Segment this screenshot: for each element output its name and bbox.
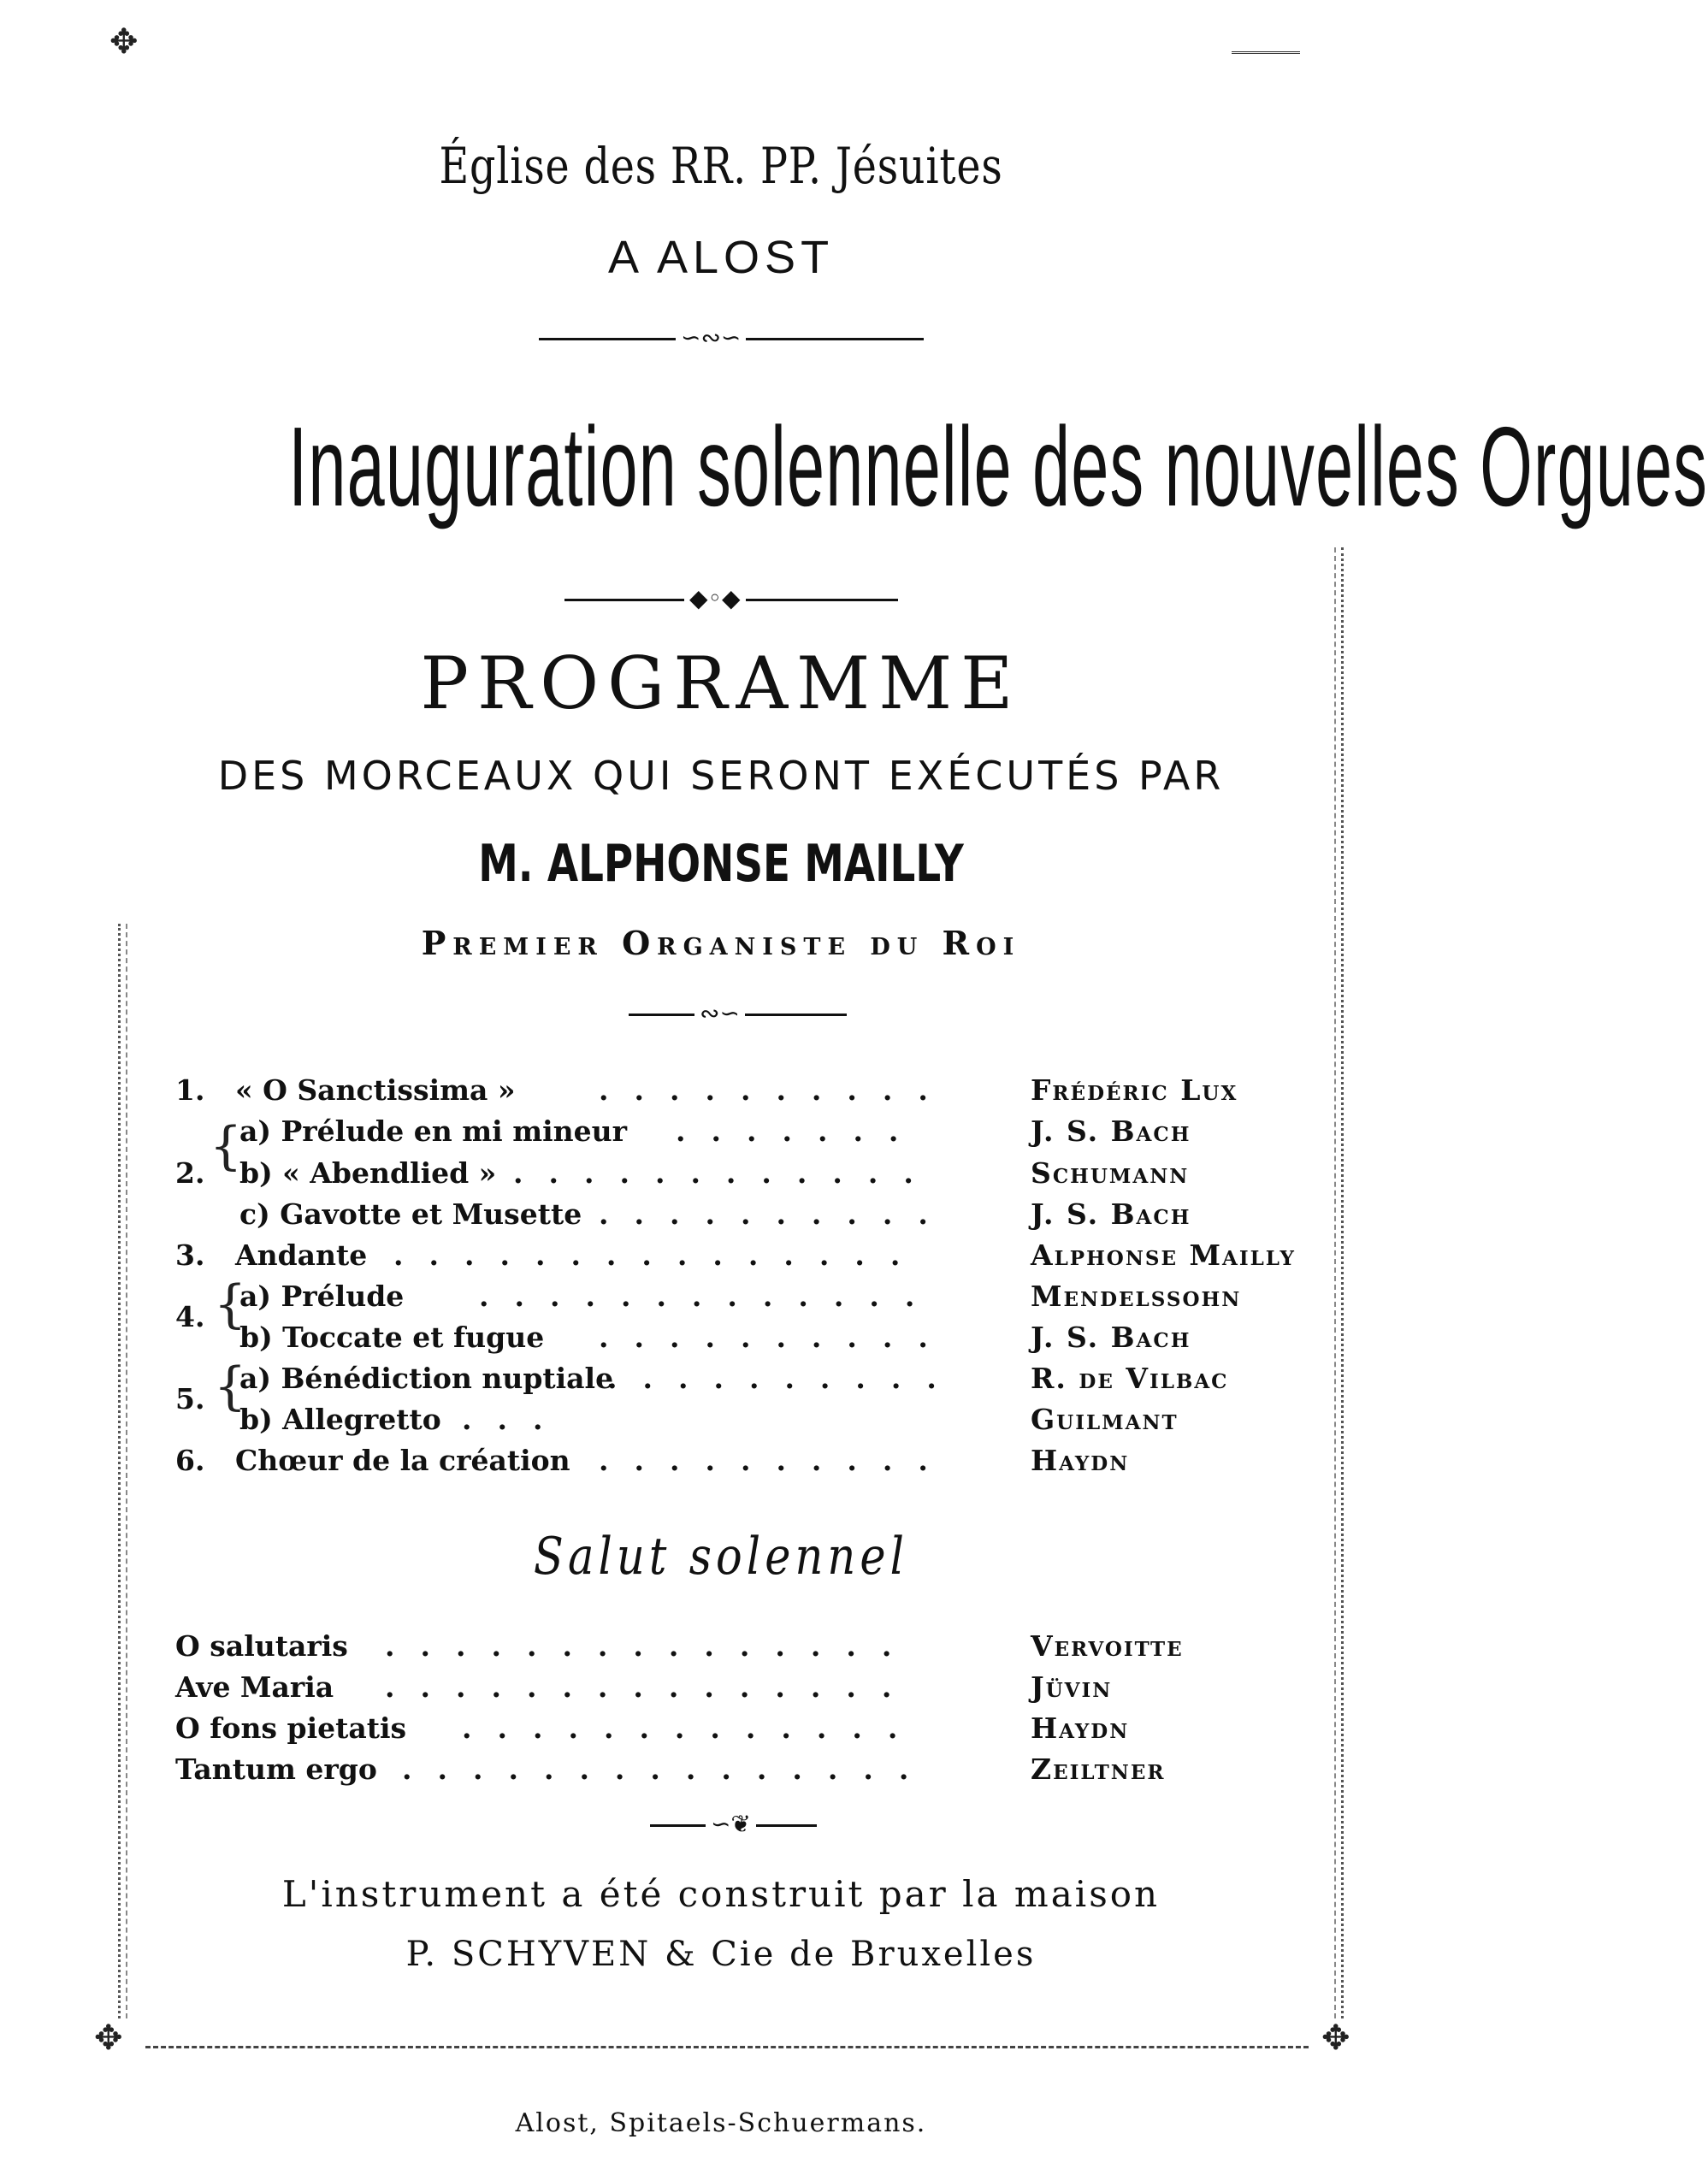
builder-line-2: P. SCHYVEN & Cie de Bruxelles (405, 1935, 1037, 1974)
programme-page: ✥ ✥ ✥ Église des RR. PP. Jésuites A ALOST ∽∾∽ Inauguration solennelle des nouvelles Orgues ◆◦◆ PROGRAMME DES MORCEAUX QUI SERONT EXÉCUTÉS PAR M. ALPHONSE MAILLY Premier Organiste du Roi ∾∽ 1. « O Sanctissima » .......... Frédéric Lux a) Prélude en mi mineur ....... J. S. Bach 2. b) « Abendlied » ............ Schumann c) Gavotte et Musette .......... J. S. Bach { 3. Andante ............... Alphonse Mailly 4. a) Prélude ............. Mendelssohn b) Toccate et fugue .......... J. S. Bach { 5. a) Bénédiction nuptiale .......... R. de Vilbac b) Allegretto ... Guilmant { 6. Chœur de la création .......... Haydn Salut solennel O salutaris ............... Vervoitte Ave Maria ............... Jüvin O fons pietatis ............. Haydn Tantum ergo ............... Zeiltner ∽❦ L'instrument a été construit par la maison P. SCHYVEN & Cie de Bruxelles Alost, Spitaels-Schuermans. (0, 0, 1442, 2169)
corner-ornament-icon: ✥ (94, 2018, 123, 2058)
brace-icon: { (214, 1356, 247, 1416)
flourish-icon: ◆◦◆ (684, 587, 746, 611)
main-title: Inauguration solennelle des nouvelles Orgues (288, 404, 1708, 529)
flourish-icon: ∾∽ (694, 1002, 745, 1025)
performer-name: M. ALPHONSE MAILLY (478, 834, 964, 894)
programme-subheading: DES MORCEAUX QUI SERONT EXÉCUTÉS PAR (217, 753, 1225, 799)
corner-ornament-icon: ✥ (109, 22, 139, 62)
town-name: A ALOST (607, 232, 835, 283)
brace-icon: { (210, 1116, 243, 1176)
printer-imprint: Alost, Spitaels-Schuermans. (515, 2108, 927, 2138)
salut-heading: Salut solennel (533, 1527, 909, 1587)
brace-icon: { (214, 1274, 247, 1334)
programme-heading: PROGRAMME (420, 641, 1022, 725)
church-name: Église des RR. PP. Jésuites (439, 137, 1003, 195)
top-right-rule (1232, 51, 1300, 54)
flourish-icon: ∽❦ (706, 1812, 756, 1836)
builder-line-1: L'instrument a été construit par la maison (281, 1873, 1161, 1915)
bottom-border (145, 2046, 1309, 2048)
left-border (118, 924, 127, 2018)
corner-ornament-icon: ✥ (1321, 2018, 1350, 2058)
performer-role: Premier Organiste du Roi (421, 924, 1021, 962)
flourish-icon: ∽∾∽ (676, 326, 746, 350)
